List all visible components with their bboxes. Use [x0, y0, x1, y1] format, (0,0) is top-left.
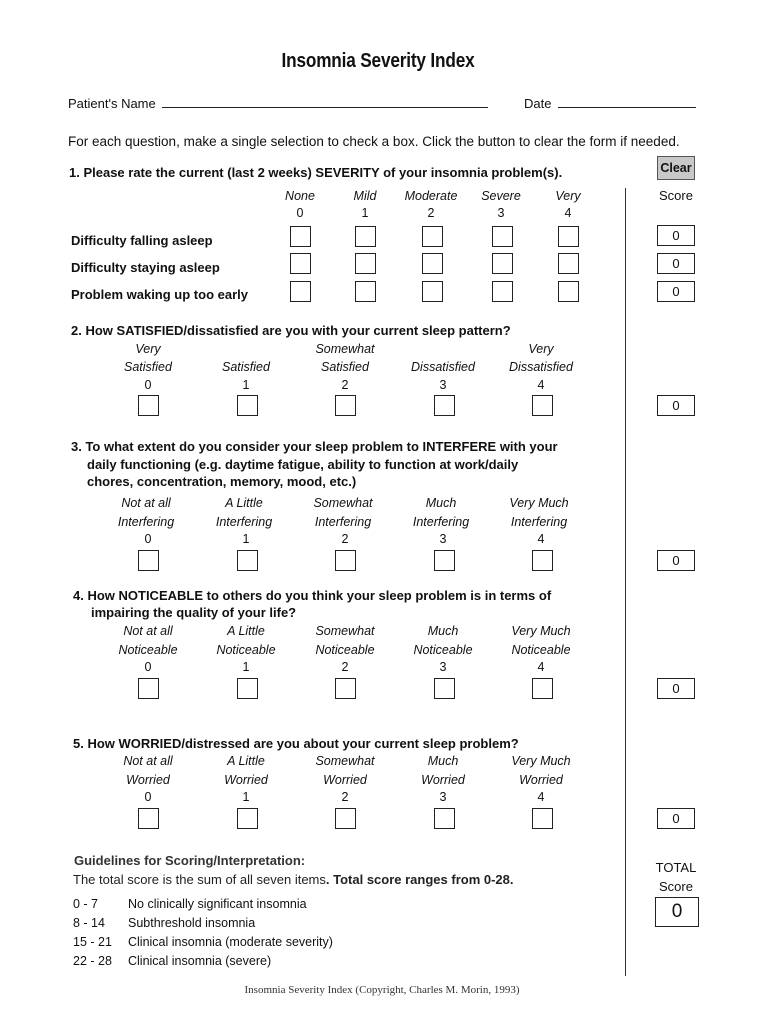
q1-option-number: 3 — [497, 206, 505, 220]
q4-checkbox-3[interactable] — [434, 678, 455, 699]
date-label: Date — [524, 96, 552, 111]
q2-option-number: 2 — [341, 378, 349, 392]
patient-name-label: Patient's Name — [68, 96, 156, 111]
q3-checkbox-0[interactable] — [138, 550, 159, 571]
date-row — [524, 96, 696, 111]
q3-option-label-line2: Interfering — [510, 515, 568, 529]
q5-option-label-line1: Somewhat — [315, 754, 375, 768]
q1-option-label: None — [285, 189, 315, 203]
q4-option-label-line1: Somewhat — [315, 624, 375, 638]
q5-checkbox-4[interactable] — [532, 808, 553, 829]
q1-option-label: Moderate — [404, 189, 458, 203]
q3-option-label-line1: A Little — [225, 496, 263, 510]
q5-score[interactable]: 0 — [657, 808, 695, 829]
q4-option-label-line1: Very Much — [511, 624, 571, 638]
q1-row3-checkbox-4[interactable] — [558, 281, 579, 302]
q1-row1-checkbox-4[interactable] — [558, 226, 579, 247]
q3-text-line1: 3. To what extent do you consider your sleep problem to INTERFERE with your — [71, 439, 558, 454]
score-range: 15 - 21 — [73, 935, 112, 949]
score-range: 8 - 14 — [73, 916, 105, 930]
q2-option-number: 3 — [439, 378, 447, 392]
q3-option-label-line2: Interfering — [215, 515, 273, 529]
q5-checkbox-1[interactable] — [237, 808, 258, 829]
q4-option-number: 1 — [242, 660, 250, 674]
q2-option-label-line1: Very — [528, 342, 554, 356]
score-range-desc: Subthreshold insomnia — [128, 916, 256, 930]
q1-row3-checkbox-2[interactable] — [422, 281, 443, 302]
q1-option-label: Severe — [481, 189, 521, 203]
patient-name-row — [68, 96, 488, 111]
q2-option-number: 4 — [537, 378, 545, 392]
q1-row2-score[interactable]: 0 — [657, 253, 695, 274]
q4-option-label-line1: A Little — [227, 624, 265, 638]
q4-option-number: 3 — [439, 660, 447, 674]
q1-row1-checkbox-0[interactable] — [290, 226, 311, 247]
q4-option-label-line2: Noticeable — [511, 643, 571, 657]
q1-row-label: Difficulty falling asleep — [71, 233, 213, 248]
q2-text: 2. How SATISFIED/dissatisfied are you with your current sleep pattern? — [71, 323, 511, 338]
date-field[interactable] — [558, 96, 696, 108]
q1-row3-checkbox-3[interactable] — [492, 281, 513, 302]
q4-option-label-line2: Noticeable — [413, 643, 473, 657]
q4-option-label-line1: Much — [427, 624, 459, 638]
guidelines-heading: Guidelines for Scoring/Interpretation: — [74, 853, 306, 868]
q3-text-line3: chores, concentration, memory, mood, etc.) — [87, 474, 357, 489]
q3-checkbox-1[interactable] — [237, 550, 258, 571]
q4-text-line2: impairing the quality of your life? — [91, 605, 297, 620]
q2-option-number: 0 — [144, 378, 152, 392]
q3-option-number: 4 — [537, 532, 545, 546]
q4-text-line1: 4. How NOTICEABLE to others do you think your sleep problem is in terms of — [73, 588, 552, 603]
q2-checkbox-1[interactable] — [237, 395, 258, 416]
total-score[interactable]: 0 — [655, 897, 699, 927]
q1-row2-checkbox-0[interactable] — [290, 253, 311, 274]
q5-option-number: 4 — [537, 790, 545, 804]
score-column-divider — [625, 188, 626, 976]
q3-option-number: 2 — [341, 532, 349, 546]
guidelines-text — [73, 872, 514, 887]
q2-option-number: 1 — [242, 378, 250, 392]
q3-text-line2: daily functioning (e.g. daytime fatigue, ability to function at work/daily — [87, 457, 519, 472]
score-range-desc: Clinical insomnia (moderate severity) — [128, 935, 333, 949]
q5-checkbox-2[interactable] — [335, 808, 356, 829]
page-title: Insomnia Severity Index — [281, 50, 475, 72]
q2-option-label-line2: Satisfied — [124, 360, 172, 374]
q1-row-label: Difficulty staying asleep — [71, 260, 220, 275]
q5-option-number: 0 — [144, 790, 152, 804]
instructions: For each question, make a single selection to check a box. Click the button to clear the form if needed. — [68, 134, 680, 149]
q3-checkbox-2[interactable] — [335, 550, 356, 571]
q5-option-label-line2: Worried — [421, 773, 465, 787]
q4-score[interactable]: 0 — [657, 678, 695, 699]
q5-option-number: 1 — [242, 790, 250, 804]
q5-option-label-line1: A Little — [227, 754, 265, 768]
q5-option-label-line2: Worried — [519, 773, 563, 787]
q4-checkbox-2[interactable] — [335, 678, 356, 699]
q3-option-label-line2: Interfering — [314, 515, 372, 529]
clear-button[interactable]: Clear — [657, 156, 695, 180]
q1-text: 1. Please rate the current (last 2 weeks) SEVERITY of your insomnia problem(s). — [69, 165, 563, 180]
q5-checkbox-0[interactable] — [138, 808, 159, 829]
q3-checkbox-4[interactable] — [532, 550, 553, 571]
q3-option-number: 0 — [144, 532, 152, 546]
q4-checkbox-4[interactable] — [532, 678, 553, 699]
q3-option-number: 1 — [242, 532, 250, 546]
score-range: 0 - 7 — [73, 897, 99, 911]
q1-row-label: Problem waking up too early — [71, 287, 248, 302]
q5-checkbox-3[interactable] — [434, 808, 455, 829]
q5-option-label-line2: Worried — [126, 773, 170, 787]
q3-option-label-line1: Much — [425, 496, 457, 510]
q2-option-label-line2: Dissatisfied — [509, 360, 573, 374]
patient-name-field[interactable] — [162, 96, 488, 108]
q1-option-number: 4 — [564, 206, 572, 220]
q4-checkbox-0[interactable] — [138, 678, 159, 699]
q5-option-number: 3 — [439, 790, 447, 804]
q2-option-label-line2: Satisfied — [321, 360, 369, 374]
q1-option-label: Mild — [353, 189, 377, 203]
score-range: 22 - 28 — [73, 954, 112, 968]
q1-row1-score[interactable]: 0 — [657, 225, 695, 246]
q4-option-label-line1: Not at all — [123, 624, 173, 638]
q1-option-number: 1 — [361, 206, 369, 220]
q1-row1-checkbox-2[interactable] — [422, 226, 443, 247]
q2-checkbox-2[interactable] — [335, 395, 356, 416]
q2-option-label-line1: Very — [135, 342, 161, 356]
q3-option-label-line2: Interfering — [117, 515, 175, 529]
q2-checkbox-3[interactable] — [434, 395, 455, 416]
q3-score[interactable]: 0 — [657, 550, 695, 571]
q1-row3-score[interactable]: 0 — [657, 281, 695, 302]
q1-option-number: 0 — [296, 206, 304, 220]
q5-option-label-line1: Not at all — [123, 754, 173, 768]
footer-copyright: Insomnia Severity Index (Copyright, Charles M. Morin, 1993) — [244, 984, 520, 996]
q2-score[interactable]: 0 — [657, 395, 695, 416]
q1-option-number: 2 — [427, 206, 435, 220]
total-label: TOTAL — [655, 860, 697, 875]
score-range-desc: Clinical insomnia (severe) — [128, 954, 272, 968]
q4-checkbox-1[interactable] — [237, 678, 258, 699]
guidelines-text-a: The total score is the sum of all seven items — [73, 872, 326, 887]
guidelines-text-b: . Total score ranges from 0-28. — [325, 872, 514, 887]
q2-option-label-line2: Satisfied — [222, 360, 270, 374]
q5-option-label-line2: Worried — [224, 773, 268, 787]
q3-option-label-line1: Very Much — [509, 496, 569, 510]
q5-option-label-line2: Worried — [323, 773, 367, 787]
q5-text: 5. How WORRIED/distressed are you about your current sleep problem? — [73, 736, 519, 751]
q1-row2-checkbox-2[interactable] — [422, 253, 443, 274]
score-header: Score — [659, 188, 693, 203]
q4-option-number: 2 — [341, 660, 349, 674]
q3-option-number: 3 — [439, 532, 447, 546]
q5-option-number: 2 — [341, 790, 349, 804]
q5-option-label-line1: Very Much — [511, 754, 571, 768]
q3-option-label-line1: Somewhat — [313, 496, 373, 510]
q4-option-number: 4 — [537, 660, 545, 674]
score-range-desc: No clinically significant insomnia — [128, 897, 307, 911]
q1-row3-checkbox-1[interactable] — [355, 281, 376, 302]
q2-option-label-line2: Dissatisfied — [411, 360, 475, 374]
q1-row3-checkbox-0[interactable] — [290, 281, 311, 302]
q1-row1-checkbox-3[interactable] — [492, 226, 513, 247]
q1-row2-checkbox-4[interactable] — [558, 253, 579, 274]
q4-option-label-line2: Noticeable — [315, 643, 375, 657]
total-score-label: Score — [659, 879, 693, 894]
q1-option-label: Very — [555, 189, 581, 203]
q2-checkbox-4[interactable] — [532, 395, 553, 416]
q4-option-label-line2: Noticeable — [216, 643, 276, 657]
q5-option-label-line1: Much — [427, 754, 459, 768]
q1-row2-checkbox-3[interactable] — [492, 253, 513, 274]
q3-option-label-line1: Not at all — [121, 496, 171, 510]
q4-option-label-line2: Noticeable — [118, 643, 178, 657]
q3-checkbox-3[interactable] — [434, 550, 455, 571]
q3-option-label-line2: Interfering — [412, 515, 470, 529]
q1-row1-checkbox-1[interactable] — [355, 226, 376, 247]
q1-row2-checkbox-1[interactable] — [355, 253, 376, 274]
q4-option-number: 0 — [144, 660, 152, 674]
q2-checkbox-0[interactable] — [138, 395, 159, 416]
q2-option-label-line1: Somewhat — [315, 342, 375, 356]
